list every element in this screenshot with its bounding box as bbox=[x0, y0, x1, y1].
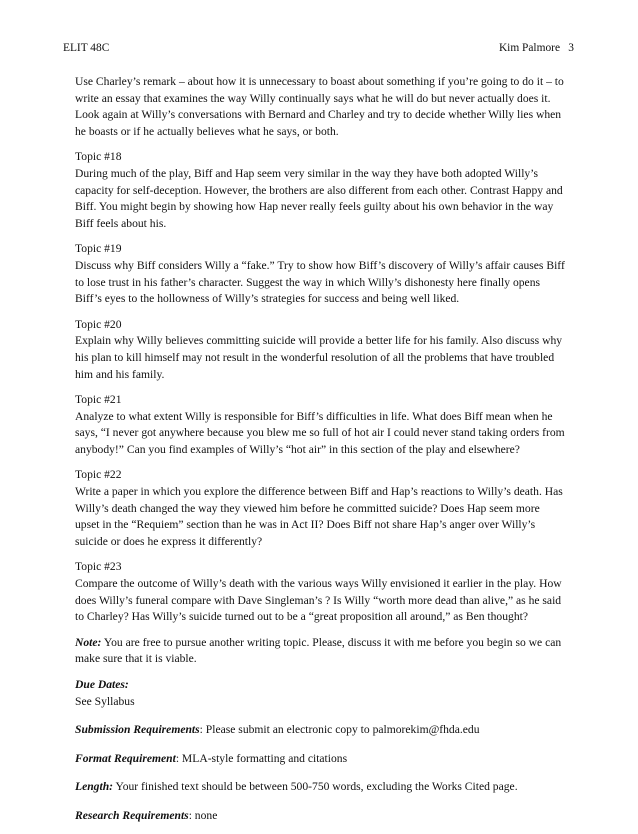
research-label: Research Requirements bbox=[75, 808, 189, 822]
topic-text: Explain why Willy believes committing suicide will provide a better life for his family. Also discuss why his plan to kill himself may not result in the wonderful resolution of all the problems that have troubled him and his family. bbox=[75, 334, 563, 381]
topic-text: During much of the play, Biff and Hap seem very similar in the way they have both adopted Willy’s capacity for self-deception. However, the brothers are also different from each other. Contrast Happy and Biff. You might begin by showing how Hap never really feels guilty about his own behavior in the way Biff feels about his. bbox=[75, 166, 563, 230]
page-number: 3 bbox=[568, 42, 574, 54]
topic-22 bbox=[75, 467, 565, 550]
length-paragraph bbox=[75, 779, 565, 796]
topic-21 bbox=[75, 392, 565, 458]
note-paragraph bbox=[75, 635, 565, 668]
course-code: ELIT 48C bbox=[63, 42, 110, 54]
research-text: : none bbox=[188, 808, 218, 822]
topic-text: Write a paper in which you explore the difference between Biff and Hap’s reactions to Willy’s death. Has Willy’s death changed the way they viewed him before he committed suicide? Does Hap seem more upset in the “Requiem” section than he was in Act II? Does Biff not share Hap’s anger over Willy’s suicide or does he express it differently? bbox=[75, 485, 563, 548]
topic-title: Topic #23 bbox=[75, 560, 122, 574]
length-text: Your finished text should be between 500-750 words, excluding the Works Cited page. bbox=[113, 780, 518, 794]
topic-20 bbox=[75, 317, 565, 383]
research-paragraph bbox=[75, 808, 565, 825]
author-name: Kim Palmore bbox=[498, 42, 560, 54]
topic-23 bbox=[75, 559, 565, 625]
intro-paragraph: Use Charley’s remark – about how it is unnecessary to boast about something if you’re going to do it – to write an essay that examines the way Willy continually says what he will do but never actually does it. Look again at Willy’s conversations with Bernard and Charley and try to decide whether Willy lies when he boasts or if he actually believes what he says, or both. bbox=[75, 75, 564, 138]
due-dates-section bbox=[75, 677, 565, 710]
length-label: Length: bbox=[75, 780, 114, 794]
page-header bbox=[63, 40, 574, 56]
submission-label: Submission Requirements bbox=[75, 723, 200, 737]
topic-text: Analyze to what extent Willy is responsible for Biff’s difficulties in life. What does Biff mean when he says, “I never got anywhere because you blew me so full of hot air I could never stand taking orders from anybody!” Can you find examples of Willy’s “hot air” in this section of the play and elsewhere? bbox=[75, 409, 565, 456]
topic-text: Discuss why Biff considers Willy a “fake.” Try to show how Biff’s discovery of Willy’s affair causes Biff to lose trust in his father’s character. Suggest the way in which Willy’s dishonesty here finally opens Biff’s eyes to the hollowness of Willy’s strategies for success and being well liked. bbox=[75, 258, 565, 306]
topic-19 bbox=[75, 241, 565, 307]
format-label: Format Requirement bbox=[75, 751, 176, 765]
due-dates-label: Due Dates: bbox=[75, 678, 129, 691]
note-text: You are free to pursue another writing topic. Please, discuss it with me before you begin so we can make sure that it is viable. bbox=[75, 635, 562, 666]
topic-18 bbox=[75, 149, 565, 232]
topic-text: Compare the outcome of Willy’s death with the various ways Willy envisioned it earlier in the play. How does Willy’s funeral compare with Dave Singleman’s ? Is Willy “worth more dead than alive,” as he said to Charley? Has Willy’s suicide turned out to be a “great proposition all around,” as Ben thought? bbox=[75, 577, 562, 624]
submission-paragraph bbox=[75, 722, 565, 739]
document-body bbox=[75, 74, 565, 834]
topic-title: Topic #20 bbox=[75, 317, 122, 331]
format-paragraph bbox=[75, 751, 565, 768]
note-label: Note: bbox=[75, 635, 102, 649]
due-dates-text: See Syllabus bbox=[75, 694, 135, 708]
topic-title: Topic #18 bbox=[75, 150, 122, 164]
submission-text: : Please submit an electronic copy to palmorekim@fhda.edu bbox=[199, 723, 480, 737]
topic-title: Topic #19 bbox=[75, 242, 122, 256]
topic-title: Topic #21 bbox=[75, 393, 122, 407]
format-text: : MLA-style formatting and citations bbox=[175, 751, 348, 765]
topic-title: Topic #22 bbox=[75, 468, 122, 482]
